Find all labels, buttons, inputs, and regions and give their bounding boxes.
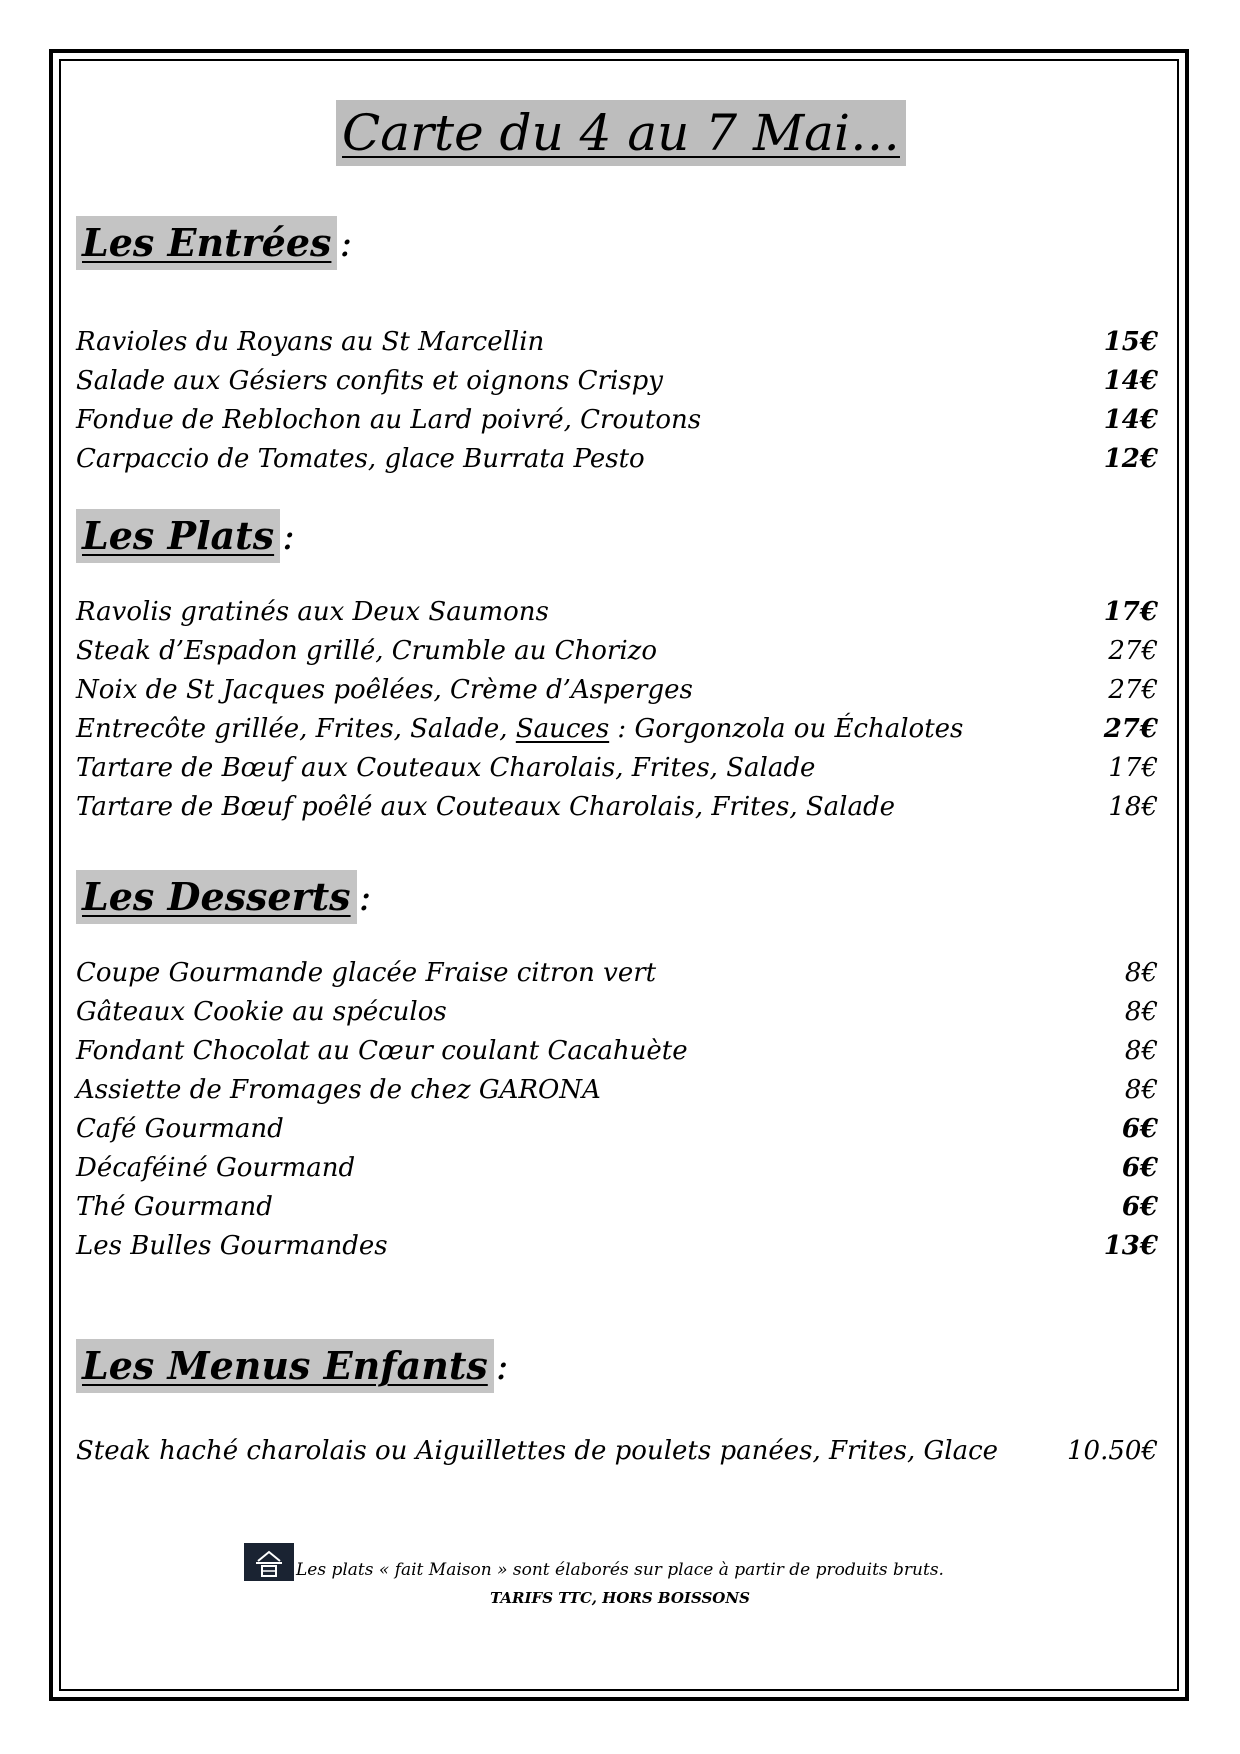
menu-item-name: Fondant Chocolat au Cœur coulant Cacahuète <box>76 1036 688 1066</box>
menu-item <box>76 709 1158 749</box>
sauces-label: Sauces <box>515 714 610 744</box>
menu-item-price: 14€ <box>1103 366 1158 396</box>
section-heading-colon: : <box>339 221 353 265</box>
menu-item-price: 8€ <box>1124 1036 1158 1066</box>
menu-item-price: 27€ <box>1108 675 1158 705</box>
section-heading-colon: : <box>282 514 295 558</box>
menu-item <box>76 787 1158 827</box>
menu-item <box>76 1031 1158 1071</box>
menu-item-price: 6€ <box>1121 1192 1158 1222</box>
section-heading-label: Les Entrées <box>76 216 337 270</box>
menu-item-name: Café Gourmand <box>76 1114 284 1144</box>
menu-item-price: 15€ <box>1103 327 1158 357</box>
menu-item <box>76 400 1158 440</box>
section-heading-plats <box>76 509 295 563</box>
menu-item <box>76 592 1158 632</box>
menu-item-name: Noix de St Jacques poêlées, Crème d’Asperges <box>76 675 693 705</box>
menu-item-name: Steak d’Espadon grillé, Crumble au Chorizo <box>76 636 658 666</box>
menu-item-price: 10.50€ <box>1067 1436 1158 1466</box>
menu-item <box>76 322 1158 362</box>
menu-item-price: 8€ <box>1124 958 1158 988</box>
menu-item <box>76 1226 1158 1266</box>
menu-item-name: Fondue de Reblochon au Lard poivré, Croutons <box>76 405 702 435</box>
menu-item-price: 18€ <box>1108 792 1158 822</box>
menu-item <box>76 361 1158 401</box>
menu-item <box>76 1109 1158 1149</box>
menu-item-name: Coupe Gourmande glacée Fraise citron vert <box>76 958 657 988</box>
menu-item-price: 13€ <box>1103 1231 1158 1261</box>
menu-item-name: Décaféiné Gourmand <box>76 1153 356 1183</box>
section-heading-colon: : <box>495 1344 509 1388</box>
menu-item <box>76 953 1158 993</box>
menu-item-name: Assiette de Fromages de chez GARONA <box>76 1075 601 1105</box>
menu-item-price: 8€ <box>1124 1075 1158 1105</box>
section-heading-label: Les Desserts <box>76 870 357 924</box>
section-heading-entrees <box>76 216 352 270</box>
section-heading-label: Les Plats <box>76 509 280 563</box>
menu-item-name: Steak haché charolais ou Aiguillettes de poulets panées, Frites, Glace <box>76 1436 999 1466</box>
menu-item <box>76 1070 1158 1110</box>
fait-maison-house-icon <box>244 1543 294 1581</box>
section-heading-colon: : <box>358 875 372 919</box>
menu-item-name-part: : Gorgonzola ou Échalotes <box>609 714 964 744</box>
fait-maison-note: Les plats « fait Maison » sont élaborés sur place à partir de produits bruts. <box>296 1560 944 1580</box>
menu-item <box>76 670 1158 710</box>
menu-item <box>76 748 1158 788</box>
menu-item <box>76 992 1158 1032</box>
page-title: Carte du 4 au 7 Mai… <box>336 100 906 166</box>
menu-item-name: Thé Gourmand <box>76 1192 273 1222</box>
menu-item <box>76 631 1158 671</box>
menu-item-price: 27€ <box>1103 714 1158 744</box>
menu-item-price: 8€ <box>1124 997 1158 1027</box>
menu-item-price: 6€ <box>1121 1114 1158 1144</box>
menu-item-name: Salade aux Gésiers confits et oignons Crispy <box>76 366 663 396</box>
menu-item-name: Gâteaux Cookie au spéculos <box>76 997 447 1027</box>
menu-item <box>76 1148 1158 1188</box>
menu-item-price: 27€ <box>1108 636 1158 666</box>
section-heading-label: Les Menus Enfants <box>76 1339 494 1393</box>
menu-item-price: 14€ <box>1103 405 1158 435</box>
menu-item <box>76 1187 1158 1227</box>
menu-item-name: Carpaccio de Tomates, glace Burrata Pesto <box>76 444 645 474</box>
section-heading-enfants <box>76 1339 509 1393</box>
section-heading-desserts <box>76 870 371 924</box>
menu-item-price: 17€ <box>1108 753 1158 783</box>
menu-item-name: Ravolis gratinés aux Deux Saumons <box>76 597 549 627</box>
menu-item-price: 12€ <box>1103 444 1158 474</box>
menu-item-price: 17€ <box>1103 597 1158 627</box>
menu-item-name <box>76 709 963 749</box>
menu-item-name: Les Bulles Gourmandes <box>76 1231 388 1261</box>
menu-item-price: 6€ <box>1121 1153 1158 1183</box>
menu-item-name: Ravioles du Royans au St Marcellin <box>76 327 545 357</box>
menu-item-name-part: Entrecôte grillée, Frites, Salade, <box>76 714 516 744</box>
menu-item-name: Tartare de Bœuf poêlé aux Couteaux Charolais, Frites, Salade <box>76 792 896 822</box>
tarifs-note: TARIFS TTC, HORS BOISSONS <box>490 1589 750 1607</box>
menu-item-name: Tartare de Bœuf aux Couteaux Charolais, Frites, Salade <box>76 753 816 783</box>
menu-item <box>76 1431 1158 1471</box>
menu-item <box>76 439 1158 479</box>
